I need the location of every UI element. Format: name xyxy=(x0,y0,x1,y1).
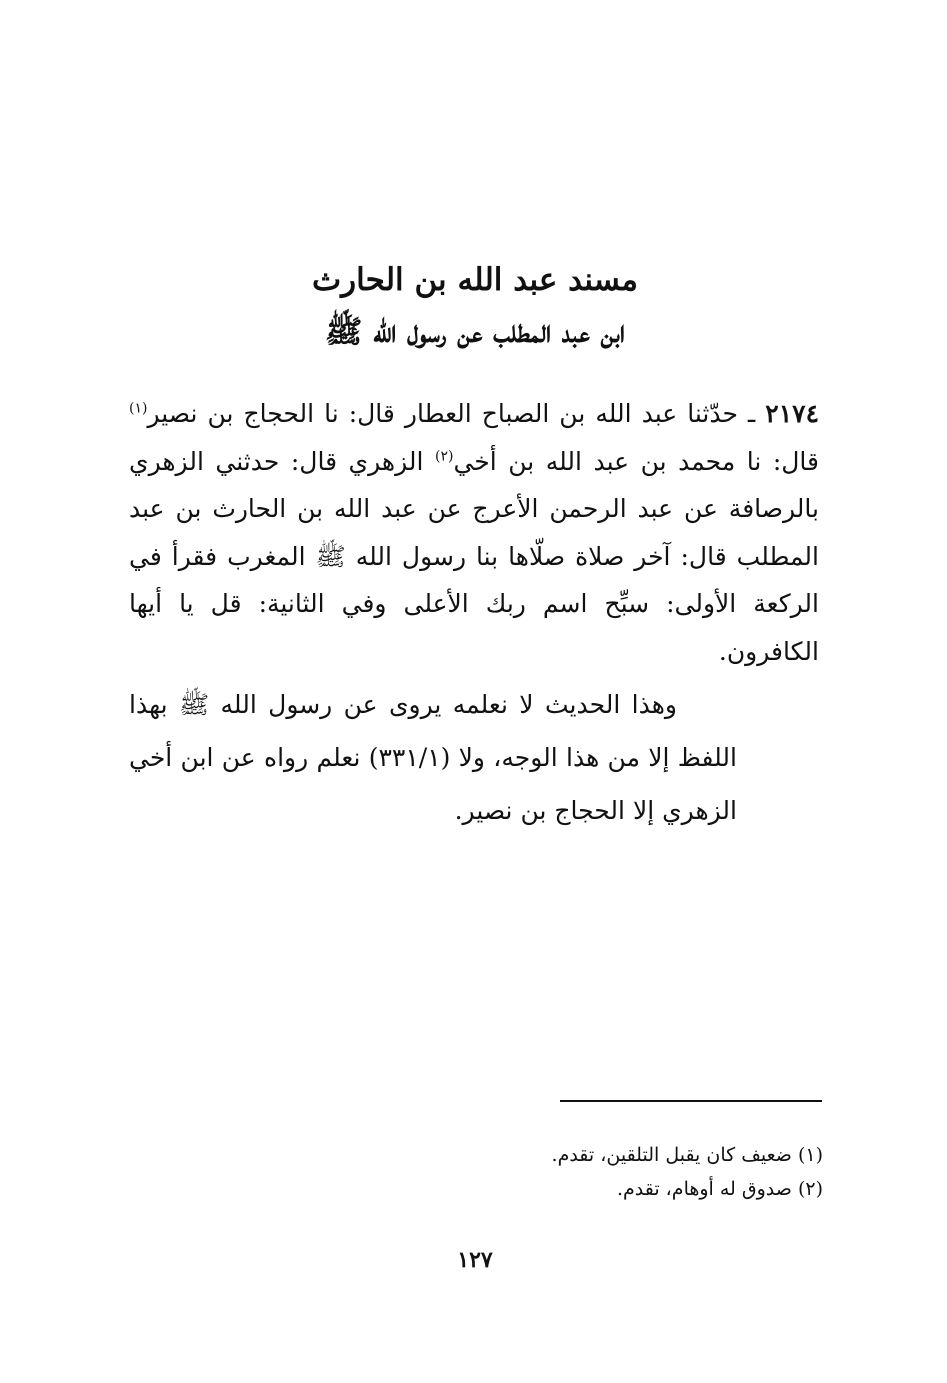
commentary-paragraph: وهذا الحديث لا نعلمه يروى عن رسول الله ﷺ بهذا اللفظ إلا من هذا الوجه، ولا (٣٣١/١) نعلم رواه عن ابن أخي الزهري إلا الحجاج بن نصير. xyxy=(129,690,737,825)
hadith-number: ٢١٧٤ xyxy=(765,399,819,428)
hadith-text-mid: قال: نا محمد بن عبد الله بن أخي xyxy=(453,446,819,476)
hadith-paragraph xyxy=(129,390,819,675)
footnote-ref-1: (١) xyxy=(129,400,148,417)
footnotes xyxy=(423,1138,823,1206)
footnote-ref-2: (٢) xyxy=(434,448,454,465)
section-title-line-2: ابن عبد المطلب عن رسول الله ﷺ xyxy=(324,314,626,350)
hadith-text-end: الزهري قال: حدثني الزهري بالرصافة عن عبد الرحمن الأعرج عن عبد الله بن الحارث بن عبد المطلب قال: آخر صلاة صلّاها بنا رسول الله ﷺ المغرب فقرأ في الركعة الأولى: سبِّح اسم ربك الأعلى وفي الثانية: قل يا أيها الكافرون. xyxy=(129,446,819,666)
footnote-divider xyxy=(560,1100,822,1102)
footnote-1: (١) ضعيف كان يقبل التلقين، تقدم. xyxy=(551,1144,823,1166)
section-title-line-1: مسند عبد الله بن الحارث xyxy=(311,262,638,298)
footnote-2: (٢) صدوق له أوهام، تقدم. xyxy=(616,1178,823,1200)
hadith-text-start: ـ حدّثنا عبد الله بن الصباح العطار قال: نا الحجاج بن نصير xyxy=(147,399,756,428)
page-number: ١٢٧ xyxy=(457,1247,493,1273)
